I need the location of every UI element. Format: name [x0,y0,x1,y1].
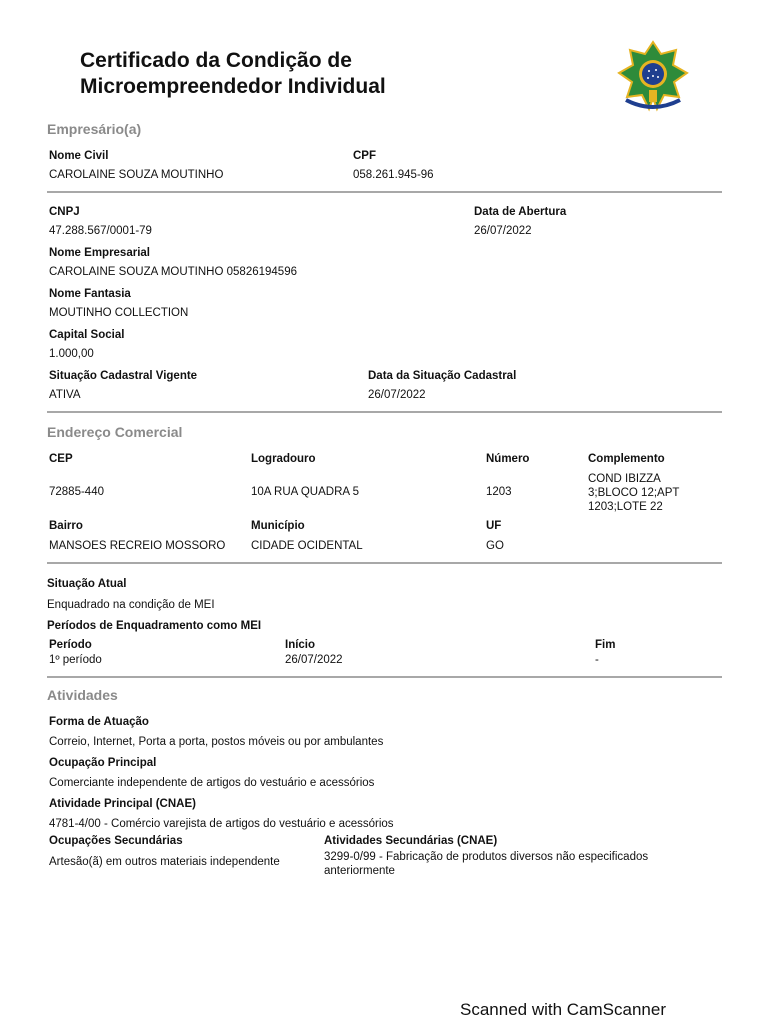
atividades-secundarias-label: Atividades Secundárias (CNAE) [324,835,498,847]
fim-label: Fim [595,639,616,651]
nome-empresarial-label: Nome Empresarial [49,247,150,259]
section-empresario: Empresário(a) [47,121,142,137]
divider [47,191,722,193]
uf-value: GO [486,540,504,552]
divider [47,676,722,678]
document-title [80,48,500,100]
atividade-principal-label: Atividade Principal (CNAE) [49,798,196,810]
abertura-label: Data de Abertura [474,206,567,218]
inicio-label: Início [285,639,316,651]
camscanner-watermark: Scanned with CamScanner [460,1000,667,1019]
numero-label: Número [486,453,530,465]
cpf-label: CPF [353,150,376,162]
nome-empresarial-value: CAROLAINE SOUZA MOUTINHO 05826194596 [49,266,297,278]
ocupacoes-secundarias-value: Artesão(ã) em outros materiais independente [49,856,280,868]
ocupacoes-secundarias-label: Ocupações Secundárias [49,835,183,847]
logradouro-value: 10A RUA QUADRA 5 [251,486,360,498]
situacao-atual-label: Situação Atual [47,578,127,590]
situacao-atual-value: Enquadrado na condição de MEI [47,599,215,611]
capital-social-value: 1.000,00 [49,348,94,360]
divider [47,411,722,413]
capital-social-label: Capital Social [49,329,125,341]
cep-value: 72885-440 [49,486,104,498]
complemento-label: Complemento [588,453,665,465]
cnpj-value: 47.288.567/0001-79 [49,225,152,237]
atividades-secundarias-value: 3299-0/99 - Fabricação de produtos diversos não especificados anteriormente [324,851,649,877]
cpf-value: 058.261.945-96 [353,169,434,181]
situacao-cadastral-value: ATIVA [49,389,81,401]
periodo-value: 1º período [49,654,102,666]
data-situacao-label: Data da Situação Cadastral [368,370,517,382]
cep-label: CEP [49,453,73,465]
data-situacao-value: 26/07/2022 [368,389,426,401]
complemento-value: COND IBIZZA 3;BLOCO 12;APT 1203;LOTE 22 [588,473,680,513]
nome-fantasia-label: Nome Fantasia [49,288,131,300]
nome-civil-label: Nome Civil [49,150,109,162]
forma-atuacao-value: Correio, Internet, Porta a porta, postos móveis ou por ambulantes [49,736,384,748]
periodos-label: Períodos de Enquadramento como MEI [47,620,262,632]
fim-value: - [595,654,599,666]
divider [47,562,722,564]
nome-civil-value: CAROLAINE SOUZA MOUTINHO [49,169,224,181]
numero-value: 1203 [486,486,512,498]
title-line-2: Microempreendedor Individual [80,75,386,98]
inicio-value: 26/07/2022 [285,654,343,666]
bairro-value: MANSOES RECREIO MOSSORO [49,540,226,552]
cnpj-label: CNPJ [49,206,80,218]
atividade-principal-value: 4781-4/00 - Comércio varejista de artigos do vestuário e acessórios [49,818,394,830]
situacao-cadastral-label: Situação Cadastral Vigente [49,370,198,382]
periodo-label: Período [49,639,92,651]
brazil-coat-of-arms-icon [616,40,690,114]
section-atividades: Atividades [47,687,118,703]
ocupacao-principal-value: Comerciante independente de artigos do vestuário e acessórios [49,777,375,789]
nome-fantasia-value: MOUTINHO COLLECTION [49,307,189,319]
section-endereco: Endereço Comercial [47,424,183,440]
ocupacao-principal-label: Ocupação Principal [49,757,157,769]
abertura-value: 26/07/2022 [474,225,532,237]
forma-atuacao-label: Forma de Atuação [49,716,149,728]
uf-label: UF [486,520,502,532]
title-line-1: Certificado da Condição de [80,49,352,72]
logradouro-label: Logradouro [251,453,316,465]
municipio-value: CIDADE OCIDENTAL [251,540,363,552]
municipio-label: Município [251,520,305,532]
bairro-label: Bairro [49,520,83,532]
